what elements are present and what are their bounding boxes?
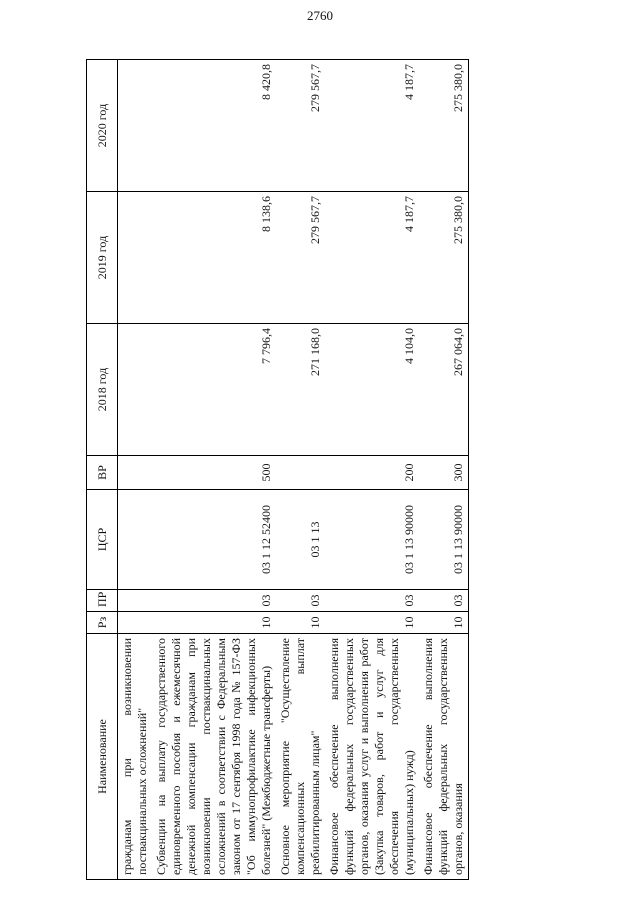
header-name: Наименование	[87, 634, 118, 880]
row-csr: 03 1 13 90000	[419, 490, 469, 590]
header-vr: ВР	[87, 456, 118, 490]
header-csr: ЦСР	[87, 490, 118, 590]
row-name: гражданам при возникновении поствакцинальных осложнений"	[118, 634, 153, 880]
header-rz: Рз	[87, 612, 118, 634]
row-csr: 03 1 13	[276, 490, 325, 590]
row-name: Финансовое обеспечение выполнения функций федеральных государственных органов, оказания	[419, 634, 469, 880]
row-2020: 275 380,0	[419, 60, 469, 192]
header-2019: 2019 год	[87, 192, 118, 324]
header-pr: ПР	[87, 590, 118, 612]
budget-table	[86, 59, 469, 880]
row-pr: 03	[276, 590, 325, 612]
header-2018: 2018 год	[87, 324, 118, 456]
row-2020: 8 420,8	[152, 60, 276, 192]
page-number: 2760	[307, 8, 333, 23]
table-row	[276, 60, 325, 880]
row-2018: 267 064,0	[419, 324, 469, 456]
row-vr: 200	[325, 456, 419, 490]
row-2018: 4 104,0	[325, 324, 419, 456]
row-2020: 279 567,7	[276, 60, 325, 192]
row-vr: 300	[419, 456, 469, 490]
row-csr	[118, 490, 153, 590]
row-2019: 279 567,7	[276, 192, 325, 324]
table-row	[325, 60, 419, 880]
table-header-row	[87, 60, 118, 880]
row-2019	[118, 192, 153, 324]
row-vr	[118, 456, 153, 490]
row-csr: 03 1 12 52400	[152, 490, 276, 590]
row-2018	[118, 324, 153, 456]
table-row	[419, 60, 469, 880]
table-row	[152, 60, 276, 880]
row-2019: 275 380,0	[419, 192, 469, 324]
row-2018: 7 796,4	[152, 324, 276, 456]
row-name: Субвенции на выплату государственного единовременного пособия и ежемесячной денежной компенсации гражданам при возникновении поствакцинальных осложнений в соответствии с Федеральным законом от 17 сентября 1998 года № 157-ФЗ "Об иммунопрофилактике инфекционных болезней" (Межбюджетные трансферты)	[152, 634, 276, 880]
row-rz: 10	[325, 612, 419, 634]
row-pr	[118, 590, 153, 612]
row-2018: 271 168,0	[276, 324, 325, 456]
row-vr: 500	[152, 456, 276, 490]
row-2020: 4 187,7	[325, 60, 419, 192]
row-vr	[276, 456, 325, 490]
row-pr: 03	[419, 590, 469, 612]
row-pr: 03	[325, 590, 419, 612]
table-row	[118, 60, 153, 880]
row-name: Основное мероприятие "Осуществление компенсационных выплат реабилитированным лицам"	[276, 634, 325, 880]
row-2019: 4 187,7	[325, 192, 419, 324]
row-rz: 10	[152, 612, 276, 634]
row-2019: 8 138,6	[152, 192, 276, 324]
row-rz	[118, 612, 153, 634]
rotated-table-container	[86, 60, 606, 880]
header-2020: 2020 год	[87, 60, 118, 192]
row-csr: 03 1 13 90000	[325, 490, 419, 590]
row-2020	[118, 60, 153, 192]
row-pr: 03	[152, 590, 276, 612]
row-name: Финансовое обеспечение выполнения функций федеральных государственных органов, оказания услуг и выполнения работ (Закупка товаров, работ и услуг для обеспечения государственных (муниципальных) нужд)	[325, 634, 419, 880]
row-rz: 10	[276, 612, 325, 634]
row-rz: 10	[419, 612, 469, 634]
